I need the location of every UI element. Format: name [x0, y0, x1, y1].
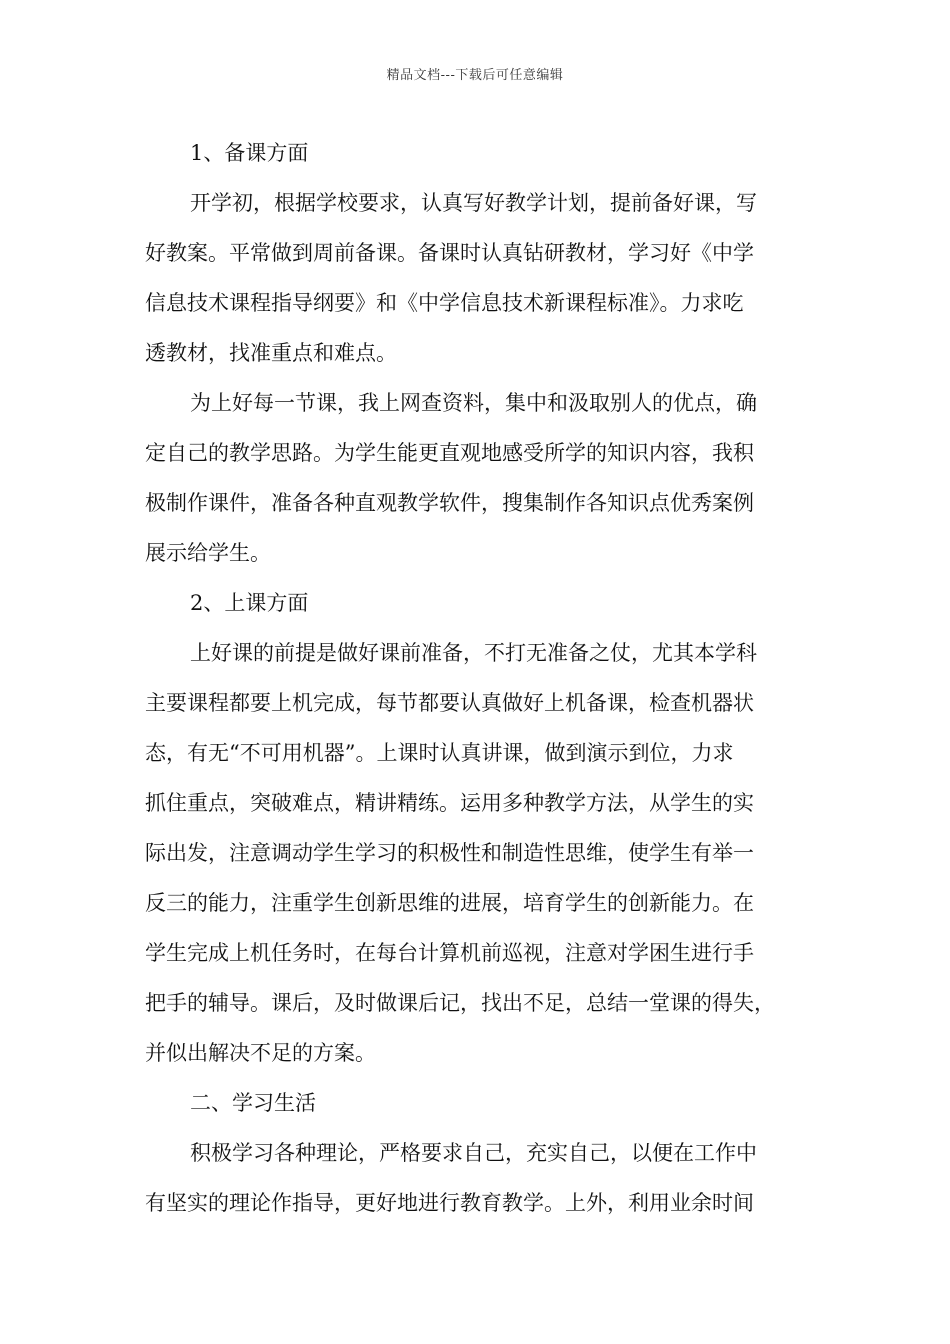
text-line: 把手的辅导。课后，及时做课后记，找出不足，总结一堂课的得失，	[145, 991, 775, 1015]
text-line: 并似出解决不足的方案。	[145, 1041, 376, 1065]
text-line: 积极学习各种理论，严格要求自己，充实自己，以便在工作中	[190, 1141, 757, 1165]
text-line: 上好课的前提是做好课前准备，不打无准备之仗，尤其本学科	[190, 641, 757, 665]
text-line: 有坚实的理论作指导，更好地进行教育教学。上外，利用业余时间	[145, 1191, 754, 1215]
text-line: 2、上课方面	[190, 591, 309, 615]
text-line: 为上好每一节课，我上网查资料，集中和汲取别人的优点，确	[190, 391, 757, 415]
text-line: 透教材，找准重点和难点。	[145, 341, 397, 365]
text-line: 展示给学生。	[145, 541, 271, 565]
text-line: 态，有无“不可用机器”。上课时认真讲课，做到演示到位，力求	[145, 741, 734, 765]
text-line: 定自己的教学思路。为学生能更直观地感受所学的知识内容，我积	[145, 441, 754, 465]
text-line: 好教案。平常做到周前备课。备课时认真钻研教材，学习好《中学	[145, 241, 754, 265]
text-line: 开学初，根据学校要求，认真写好教学计划，提前备好课，写	[190, 191, 757, 215]
text-line: 主要课程都要上机完成，每节都要认真做好上机备课，检查机器状	[145, 691, 754, 715]
text-line: 1、备课方面	[190, 141, 309, 165]
text-line: 信息技术课程指导纲要》和《中学信息技术新课程标准》。力求吃	[145, 291, 744, 315]
text-line: 学生完成上机任务时，在每台计算机前巡视，注意对学困生进行手	[145, 941, 754, 965]
page-header: 精品文档---下载后可任意编辑	[386, 68, 564, 83]
text-line: 二、学习生活	[190, 1091, 316, 1115]
text-line: 反三的能力，注重学生创新思维的进展，培育学生的创新能力。在	[145, 891, 754, 915]
text-line: 极制作课件，准备各种直观教学软件，搜集制作各知识点优秀案例	[145, 491, 754, 515]
document-body	[145, 128, 817, 1228]
text-line: 抓住重点，突破难点，精讲精练。运用多种教学方法，从学生的实	[145, 791, 754, 815]
text-line: 际出发，注意调动学生学习的积极性和制造性思维，使学生有举一	[145, 841, 754, 865]
